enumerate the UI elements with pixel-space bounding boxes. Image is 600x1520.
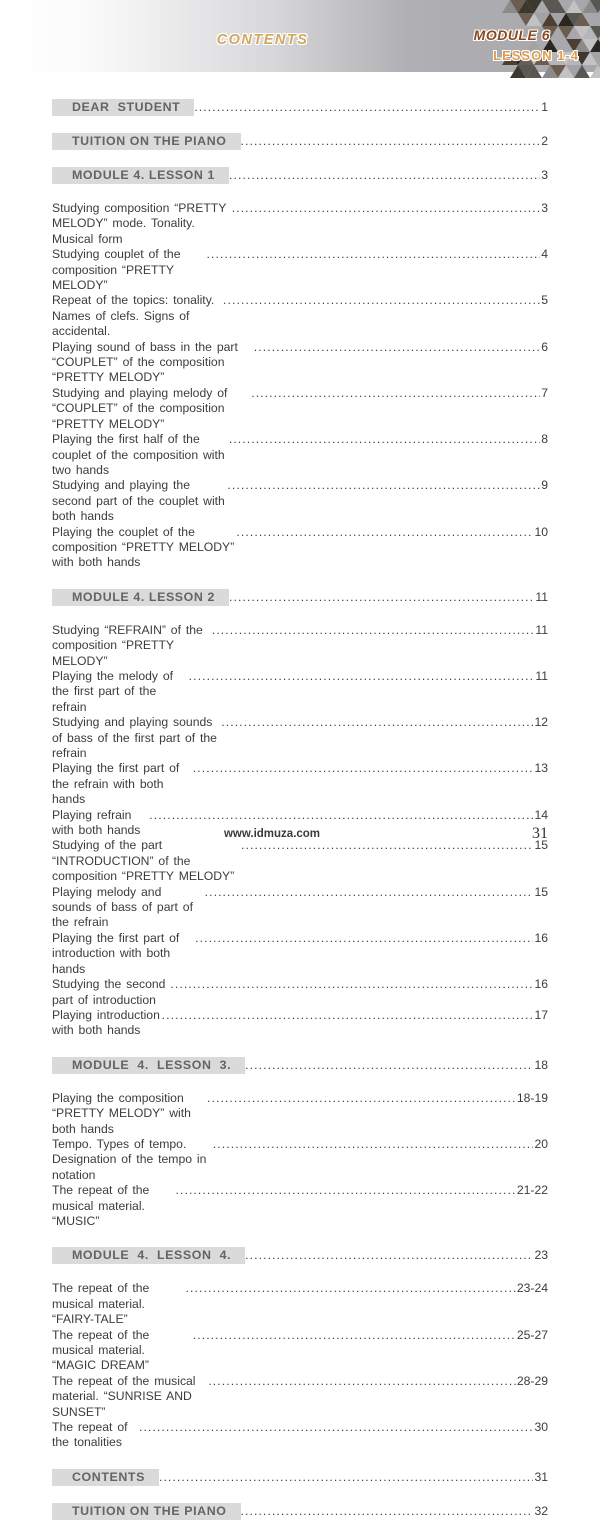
- toc-entry-row: [52, 715, 548, 761]
- toc-entry-row: [52, 1183, 548, 1229]
- dotted-leader: [193, 1328, 516, 1343]
- dotted-leader: [170, 977, 533, 992]
- dotted-leader: [139, 1420, 533, 1435]
- toc-section-row: [52, 1469, 548, 1486]
- toc-entry-label: The repeat of the tonalities: [52, 1420, 128, 1450]
- toc-entry-label: Playing the first half of the couplet of the composition with two hands: [52, 432, 225, 477]
- dotted-leader: [245, 1058, 533, 1072]
- dotted-leader: [186, 1281, 516, 1296]
- toc-page-number: 1: [541, 100, 548, 114]
- toc-section-row: [52, 167, 548, 184]
- toc-page-number: 13: [534, 761, 548, 776]
- dotted-leader: [189, 669, 535, 684]
- toc-entry-label: Playing the composition “PRETTY MELODY” with both hands: [52, 1090, 191, 1136]
- dotted-leader: [206, 247, 540, 262]
- toc-section-label: MODULE 4. LESSON 3.: [52, 1057, 245, 1074]
- toc-entry-row: [52, 885, 548, 931]
- dotted-leader: [227, 478, 540, 493]
- dotted-leader: [232, 201, 541, 216]
- dotted-leader: [159, 1470, 533, 1484]
- toc-entry-label: Playing refrain with both hands: [52, 807, 141, 838]
- toc-section-label: CONTENTS: [52, 1469, 159, 1486]
- page-title: CONTENTS: [216, 32, 309, 48]
- toc-page-number: 30: [534, 1420, 548, 1435]
- toc-entry-label: Playing the couplet of the composition “PRETTY MELODY” with both hands: [52, 524, 235, 570]
- toc-entry-label: Playing the first part of the refrain with both hands: [52, 761, 180, 807]
- toc-section-label: DEAR STUDENT: [52, 99, 194, 116]
- dotted-leader: [229, 590, 534, 604]
- dotted-leader: [236, 525, 533, 540]
- toc-section-row: [52, 1247, 548, 1264]
- website-text: www.idmuza.com: [223, 828, 321, 840]
- toc-page-number: 11: [535, 622, 548, 637]
- toc-entry-row: [52, 525, 548, 571]
- toc-page-number: 7: [541, 385, 548, 400]
- toc-section-row: [52, 133, 548, 150]
- toc-section-row: [52, 1503, 548, 1520]
- toc-section-label: MODULE 4. LESSON 2: [52, 589, 229, 606]
- header-module-badge: MODULE 6: [473, 27, 550, 43]
- toc-entry-label: Studying and playing melody of “COUPLET” of the composition “PRETTY MELODY”: [52, 385, 228, 431]
- toc-section-row: [52, 1057, 548, 1074]
- toc-entry-row: [52, 931, 548, 977]
- toc-entry-row: [52, 386, 548, 432]
- toc-entry-row: [52, 293, 548, 339]
- toc-entry-row: [52, 201, 548, 247]
- toc-page-number: 2: [541, 134, 548, 148]
- toc-page-number: 11: [535, 668, 548, 683]
- header-lesson-badge: LESSON 1-4: [493, 48, 579, 63]
- toc-entry-label: Studying the second part of introduction: [52, 977, 166, 1007]
- toc-entry-label: Playing the melody of the first part of the refrain: [52, 668, 174, 714]
- dotted-leader: [212, 623, 535, 638]
- toc-entry-row: [52, 247, 548, 293]
- toc-entry-row: [52, 1281, 548, 1327]
- toc-page-number: 3: [541, 201, 548, 215]
- toc-entry-row: [52, 1374, 548, 1420]
- toc-page-number: 21-22: [516, 1183, 548, 1198]
- toc-entry-row: [52, 977, 548, 1008]
- toc-section-row: [52, 99, 548, 116]
- toc-entry-row: [52, 1328, 548, 1374]
- toc-page-number: 9: [541, 478, 548, 493]
- toc-page-number: 31: [534, 1469, 548, 1484]
- dotted-leader: [175, 1183, 515, 1198]
- toc-entry-label: Tempo. Types of tempo. Designation of the tempo in notation: [52, 1136, 207, 1182]
- toc-page-number: 25-27: [516, 1327, 548, 1342]
- toc-page-number: 14: [534, 807, 548, 822]
- toc-entry-label: Studying and playing sounds of bass of the first part of the refrain: [52, 715, 217, 760]
- toc-page-number: 15: [534, 838, 548, 853]
- toc-page-number: 18: [534, 1057, 548, 1072]
- dotted-leader: [207, 1091, 516, 1106]
- toc-entry-row: [52, 669, 548, 715]
- toc-page-number: 8: [541, 432, 548, 447]
- toc-section-label: MODULE 4. LESSON 1: [52, 167, 229, 184]
- dotted-leader: [208, 1374, 516, 1389]
- toc-page-number: 18-19: [516, 1090, 548, 1105]
- toc-entry-label: Studying “REFRAIN” of the composition “PRETTY MELODY”: [52, 622, 203, 668]
- dotted-leader: [162, 1008, 534, 1023]
- toc-entry-label: The repeat of the musical material. “MAGIC DREAM”: [52, 1327, 150, 1373]
- dotted-leader: [194, 100, 540, 114]
- toc-page-number: 17: [534, 1007, 548, 1022]
- toc-page-number: 20: [534, 1136, 548, 1151]
- dotted-leader: [254, 340, 540, 355]
- toc-section-label: TUITION ON THE PIANO: [52, 1503, 241, 1520]
- dotted-leader: [229, 432, 540, 447]
- dotted-leader: [223, 293, 540, 308]
- toc-entry-row: [52, 1420, 548, 1451]
- toc-entry-label: Studying of the part “INTRODUCTION” of the composition “PRETTY MELODY”: [52, 838, 235, 884]
- toc-page-number: 12: [534, 715, 548, 730]
- toc-entry-label: Playing introduction with both hands: [52, 1007, 160, 1038]
- dotted-leader: [205, 885, 534, 900]
- toc-entry-row: [52, 1008, 548, 1039]
- toc-entry-label: The repeat of the musical material. “MUSIC”: [52, 1183, 150, 1228]
- toc-page-number: 32: [534, 1503, 548, 1518]
- dotted-leader: [149, 808, 533, 823]
- toc-page-number: 23: [534, 1248, 548, 1263]
- toc-entry-label: The repeat of the musical material. “FAIRY-TALE”: [52, 1281, 150, 1327]
- toc-page-number: 4: [541, 247, 548, 262]
- toc-page-number: 11: [535, 589, 548, 604]
- toc-entry-label: Playing melody and sounds of bass of part of the refrain: [52, 884, 193, 930]
- toc-entry-row: [52, 340, 548, 386]
- toc-page-number: 15: [534, 884, 548, 899]
- toc-entry-row: [52, 432, 548, 478]
- toc-entry-row: [52, 838, 548, 884]
- toc-page-number: 23-24: [516, 1281, 548, 1296]
- dotted-leader: [221, 715, 533, 730]
- dotted-leader: [241, 134, 541, 148]
- dotted-leader: [245, 1248, 533, 1262]
- toc-entry-label: Playing sound of bass in the part “COUPLET” of the composition “PRETTY MELODY”: [52, 339, 238, 385]
- toc-entry-label: Playing the first part of introduction with both hands: [52, 930, 180, 976]
- toc-entry-row: [52, 761, 548, 807]
- toc-entry-row: [52, 1091, 548, 1137]
- page-header: [0, 0, 600, 72]
- toc-entry-label: Repeat of the topics: tonality. Names of clefs. Signs of accidental.: [52, 293, 215, 339]
- dotted-leader: [241, 838, 533, 853]
- toc-page-number: 3: [541, 168, 548, 182]
- toc-entry-label: Studying composition “PRETTY MELODY” mode. Tonality. Musical form: [52, 201, 227, 246]
- dotted-leader: [241, 1504, 534, 1518]
- toc-entry-row: [52, 478, 548, 524]
- toc-section-row: [52, 589, 548, 606]
- page-number: 31: [532, 825, 548, 842]
- toc-page-number: 16: [534, 930, 548, 945]
- mosaic-decoration: [470, 0, 600, 78]
- dotted-leader: [195, 931, 533, 946]
- dotted-leader: [213, 1137, 534, 1152]
- toc-section-label: TUITION ON THE PIANO: [52, 133, 241, 150]
- toc-page-number: 28-29: [516, 1373, 548, 1388]
- toc-entry-label: Studying and playing the second part of the couplet with both hands: [52, 478, 225, 524]
- toc-entry-label: Studying couplet of the composition “PRETTY MELODY”: [52, 247, 181, 293]
- dotted-leader: [193, 761, 534, 776]
- toc-section-label: MODULE 4. LESSON 4.: [52, 1247, 245, 1264]
- toc-entry-label: The repeat of the musical material. “SUNRISE AND SUNSET”: [52, 1373, 196, 1419]
- toc-page-number: 6: [541, 339, 548, 354]
- toc-page-number: 10: [534, 524, 548, 539]
- toc-page-number: 5: [541, 293, 548, 308]
- toc-page-number: 16: [534, 977, 548, 992]
- dotted-leader: [229, 168, 540, 182]
- toc-entry-row: [52, 1137, 548, 1183]
- toc-entry-row: [52, 623, 548, 669]
- dotted-leader: [251, 386, 540, 401]
- table-of-contents: [52, 99, 548, 1520]
